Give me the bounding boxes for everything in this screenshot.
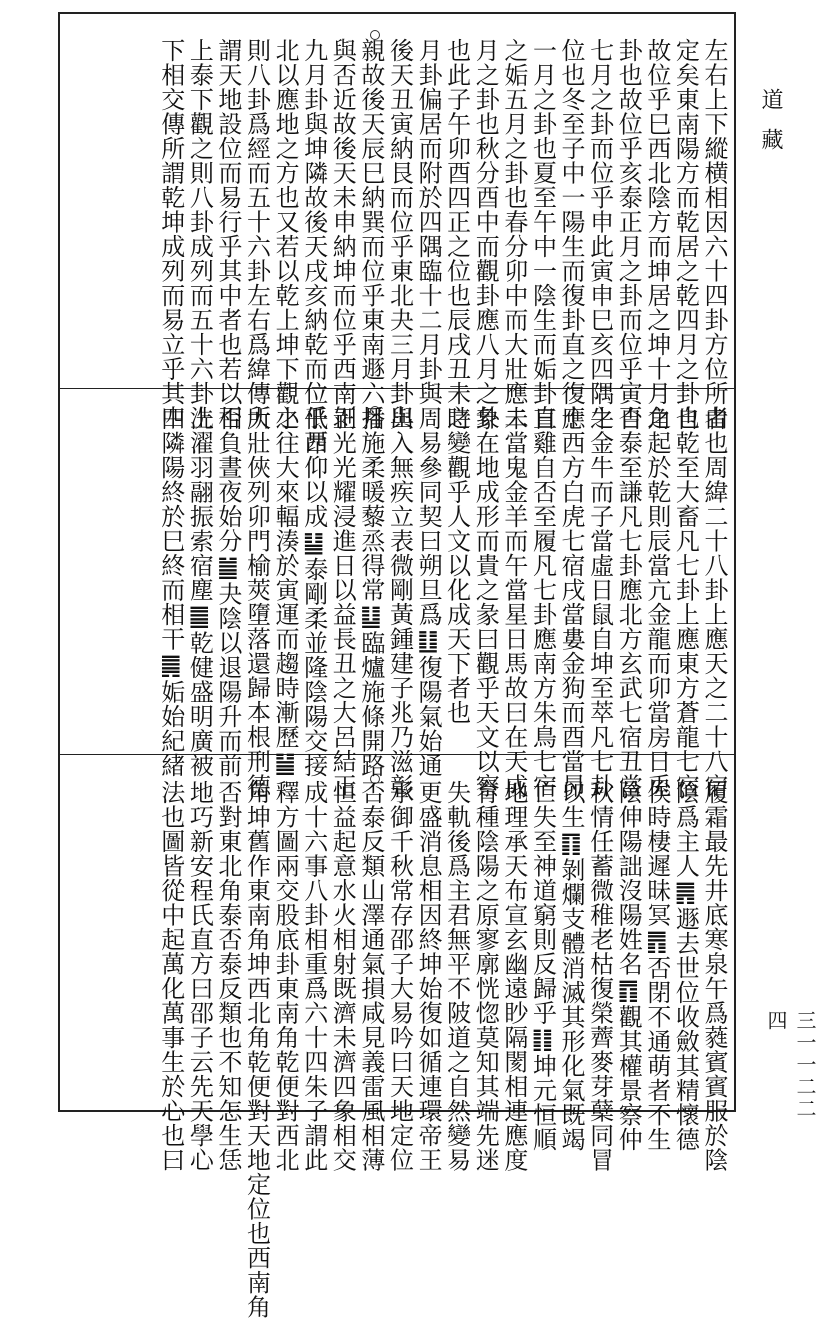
text-column: 自乾至大畜凡七卦上應東方蒼龍七宿 xyxy=(671,406,700,798)
text-column: 九月卦與坤隣故後天戌亥納乾而位乎西 xyxy=(299,38,328,455)
text-column: 大壯俠列卯門榆莢墮落還歸本根刑德 xyxy=(242,406,271,798)
register-3 xyxy=(60,780,734,1319)
register-3-columns xyxy=(156,780,728,1319)
text-column: 履霜最先井底寒泉午爲蕤賓賓服於陰 xyxy=(700,780,728,1172)
text-column: 否對東北角泰否泰反類也不知怎生恁 xyxy=(213,780,242,1172)
text-column: 七月之卦而位乎申此寅申巳亥四隅之 xyxy=(585,38,614,430)
text-column: 上泰下觀之則八卦成列而五十六卦上 xyxy=(185,38,214,430)
text-column: 親故後天辰巳納巽而位乎東南遯六月 xyxy=(356,38,385,430)
text-column: 牛金牛而子當虛日鼠自坤至萃凡七卦 xyxy=(585,406,614,798)
text-column: 也此子午卯酉四正之位也辰戌丑未之 xyxy=(442,38,471,430)
text-column: 故位乎巳西北陰方而坤居之坤十月之 xyxy=(642,38,671,430)
text-column: 卦也故位乎亥泰正月之卦而位乎寅否 xyxy=(614,38,643,430)
text-column: 謂天地設位而易行乎其中者也若以否 xyxy=(213,38,242,430)
text-column: 陰爲主人䷠遯去世位收斂其精懷德 xyxy=(671,780,700,1152)
text-column: 相負晝夜始分䷪夬陰以退陽升而前 xyxy=(213,406,242,778)
register-2-columns xyxy=(156,406,728,798)
text-column: 未當鬼金羊而午當星日馬故曰在天成 xyxy=(499,406,528,798)
text-column: 象在地成形而貴之彖曰觀乎天文以察 xyxy=(471,406,500,798)
text-column: 時變觀乎人文以化成天下者也 xyxy=(442,406,471,725)
register-2 xyxy=(60,406,734,798)
text-column: 俟時棲遲昧冥䷋否閉不通萌者不生 xyxy=(642,780,671,1152)
text-column: 下相交傳所謂乾坤成列而易立乎其中 xyxy=(156,38,185,430)
text-column: 承御千秋常存邵子大易吟曰天地定位 xyxy=(385,780,414,1172)
text-column: 秋情任蓄微稚老枯復榮薺麥芽蘖同冒 xyxy=(585,780,614,1172)
text-column: 北以應地之方也又若以乾上坤下觀之 xyxy=(271,38,300,430)
text-column: 釋方圖兩交股底卦東南角乾便對西北 xyxy=(271,780,300,1172)
page-number: 三一一二二四 xyxy=(764,1010,817,1120)
register-1-columns xyxy=(156,38,728,455)
text-column: 周易參同契曰朔旦爲䷗復陽氣始通 xyxy=(414,406,443,778)
text-column: 位也冬至子中一陽生而復卦直之復十 xyxy=(557,38,586,430)
page-frame xyxy=(58,12,736,1319)
text-column: 角坤舊作東南角坤西北角乾便對天地定位也西南角 xyxy=(242,780,271,1319)
text-column: 月卦偏居而附於四隅臨十二月卦與 xyxy=(414,38,443,406)
text-column: 陰伸陽詘沒陽姓名䷓觀其權景察仲 xyxy=(614,780,643,1152)
text-column: 自泰至謙凡七卦應北方玄武七宿丑當 xyxy=(614,406,643,798)
text-column: 四隣陽終於巳終而相干䷫姤始紀緒 xyxy=(156,406,185,778)
text-column: 小往大來輻湊於寅運而趨時漸歷䷡ xyxy=(271,406,300,778)
text-column: 月之卦也秋分酉中而觀卦應八月之卦 xyxy=(471,38,500,430)
text-column: 地巧新安程氏直方曰邵子云先天學心 xyxy=(185,780,214,1172)
text-column: 法也圖皆從中起萬化萬事生於心也曰 xyxy=(156,780,185,1172)
text-column: 育種陰陽之原寥廓恍惚莫知其端先迷 xyxy=(471,780,500,1172)
text-column: 之姤五月之卦也春分卯中而大壯應二 xyxy=(499,38,528,430)
text-column: 後天丑寅納艮而位乎東北夬三月卦與 xyxy=(385,38,414,430)
text-column: 成十六事八卦相重爲六十四朱子謂此 xyxy=(299,780,328,1172)
text-column: 者也周緯二十八卦上應天之二十八宿 xyxy=(700,406,728,798)
text-column: 左右上下縱横相因六十四卦方位所由 xyxy=(700,38,728,430)
text-column: 地理承天布宣玄幽遠眇隔閡相連應度 xyxy=(499,780,528,1172)
text-column: 播施柔暖藜烝得常䷒臨爐施條開路 xyxy=(356,406,385,778)
text-column: 正光光耀浸進日以益長丑之大呂結正 xyxy=(328,406,357,798)
text-column: 洗濯羽翮振索宿塵䷀乾健盛明廣被 xyxy=(185,406,214,778)
text-column: 低昂仰以成䷊泰剛柔並隆陰陽交接 xyxy=(299,406,328,778)
text-column: 恒益起意水火相射既濟未濟四象相交 xyxy=(328,780,357,1172)
register-1 xyxy=(60,38,734,455)
text-column: 出入無疾立表微剛黃鍾建子兆乃滋彰 xyxy=(385,406,414,798)
text-column: 亡失至神道窮則反歸乎䷁坤元恒順 xyxy=(528,780,557,1152)
text-column: 失軌後爲主君無平不陂道之自然變易 xyxy=(442,780,471,1172)
text-column: 則八卦爲經而五十六卦左右爲緯傳所 xyxy=(242,38,271,430)
text-column: 與否近故後天未申納坤而位乎西南剝 xyxy=(328,38,357,430)
text-column: 以生䷖剝爛支體消滅其形化氣既竭 xyxy=(557,780,586,1152)
margin-title: 道藏 xyxy=(758,88,783,168)
text-column: 更盛消息相因終坤始復如循連環帝王 xyxy=(414,780,443,1172)
text-column: 定矣東南陽方而乾居之乾四月之卦也 xyxy=(671,38,700,430)
text-column: 應西方白虎七宿戌當婁金狗而酉當昴 xyxy=(557,406,586,798)
text-column: 日雞自否至履凡七卦應南方朱鳥七宿 xyxy=(528,406,557,798)
text-column: 角起於乾則辰當亢金龍而卯當房日兎 xyxy=(642,406,671,798)
text-column: 否泰反類山澤通氣損咸見義雷風相薄 xyxy=(356,780,385,1172)
text-column: 一月之卦也夏至午中一陰生而姤卦直 xyxy=(528,38,557,430)
